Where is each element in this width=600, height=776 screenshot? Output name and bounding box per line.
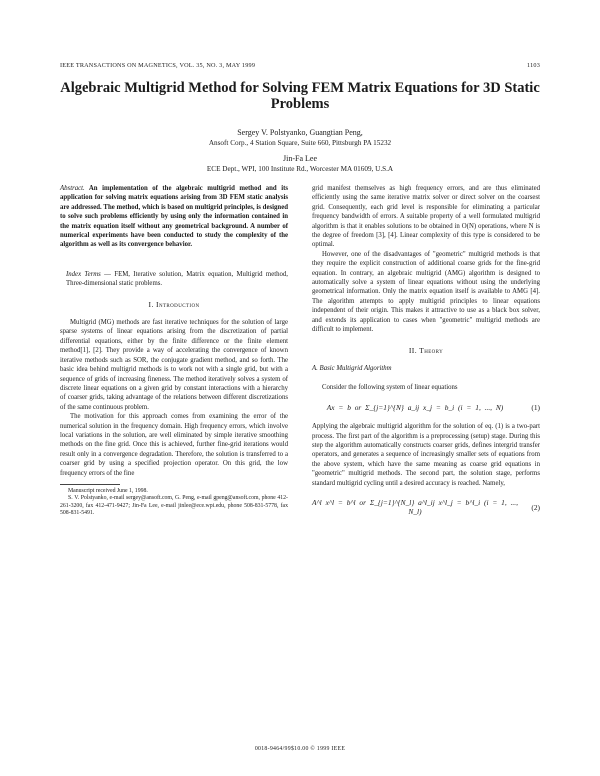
intro-paragraph-1: Multigrid (MG) methods are fast iterative techniques for the solution of large sparse systems of linear equations arising from the discretization of partial differential equations, either by the finite difference or the finite element method[1], [2]. They provide a way of accelerating the convergence of known iterative methods such as SOR, the conjugate gradient method, and so forth. The basic idea behind multigrid methods is to work not with a single grid, but with a sequence of grids of increasing fineness. The method iteratively solves a system of discrete linear equations on a given grid by constant interactions with a hierarchy of coarser grids, taking advantage of the relations between different discretizations of the same continuous problem. <box>60 319 288 411</box>
theory-intro: Consider the following system of linear equations <box>322 384 458 392</box>
footnote <box>60 488 288 518</box>
section-heading-introduction: I. Introduction <box>148 299 200 309</box>
equation-1 <box>312 403 540 412</box>
author-block <box>60 128 540 174</box>
abstract <box>60 184 288 250</box>
equation-2-number: (2) <box>531 502 540 512</box>
paper-title: Algebraic Multigrid Method for Solving FEM Matrix Equations for 3D Static Problems <box>60 80 540 112</box>
affiliation-1: Ansoft Corp., 4 Station Square, Suite 660, Pittsburgh PA 15232 <box>208 139 392 147</box>
index-terms-lead: Index Terms <box>66 270 101 278</box>
page-number: 1103 <box>527 62 540 69</box>
abstract-text: An implementation of the algebraic multigrid method and its application for solving matrix equations arising from 3D FEM static analysis are addressed. The method, which is based on multigrid principles, is designed to solve such problems efficiently by using only the information contained in the matrix equation itself without any geometrical background. A number of numerical experiments have been conducted to study the complexity of the algorithm as well as its convergence behavior. <box>60 185 289 249</box>
left-column <box>60 184 288 518</box>
section-heading-theory: II. Theory <box>408 345 444 355</box>
equation-2 <box>312 498 540 517</box>
right-column <box>312 184 540 527</box>
subsection-heading: A. Basic Multigrid Algorithm <box>312 364 392 372</box>
running-head <box>60 62 540 69</box>
equation-1-body: Ax = b or Σ_{j=1}^{N} a_ij x_j = b_i (i = 1, ..., N) <box>326 402 504 412</box>
affiliation-2: ECE Dept., WPI, 100 Institute Rd., Worcester MA 01609, U.S.A <box>206 165 394 173</box>
index-terms <box>60 270 288 289</box>
footnote-rule <box>60 484 120 485</box>
author-names-1: Sergey V. Polstyanko, Guangtian Peng, <box>237 128 363 137</box>
footnote-received: Manuscript received June 1, 1998. <box>68 487 148 494</box>
index-terms-text: — FEM, Iterative solution, Matrix equation, Multigrid method, Three-dimensional static problems. <box>66 270 288 288</box>
abstract-lead: Abstract. <box>60 185 85 192</box>
intro-paragraph-2: The motivation for this approach comes from examining the error of the numerical solution in the frequency domain. High frequency errors, which involve local variations in the solution, are well eliminated by simple iterative smoothing methods on the fine grid. Once this is achieved, further fine-grid iterations would result only in a convergence degradation. Therefore, the solution is transferred to a coarser grid by using a specified projection operator. On this grid, the low frequency errors of the fine <box>60 413 288 477</box>
equation-2-body: A^l x^l = b^l or Σ_{j=1}^{N_l} a^l_ij x^l_j = b^l_i (i = 1, ..., N_l) <box>312 497 518 517</box>
copyright-code: 0018-9464/99$10.00 © 1999 IEEE <box>254 746 346 752</box>
footnote-contacts: S. V. Polstyanko, e-mail sergey@ansoft.com, G. Peng, e-mail gpeng@ansoft.com, phone 412-261-3200, fax 412-471-9427; Jin-Fa Lee, e-mail jinlee@ece.wpi.edu, phone 508-831-5778, fax 508-831-5491. <box>60 495 288 517</box>
right-paragraph-2: However, one of the disadvantages of "geometric" multigrid methods is that they require the explicit construction of additional coarse grids for the fine-grid equation. In contrary, an algebraic multigrid (AMG) algorithm is designed to automatically solve a system of linear equations without using the underlying geometrical information. Only the matrix equation itself is available to AMG [4]. The algorithm attempts to apply multigrid principles to linear equations independent of their origin. This makes it attractive to use as a black box solver, and extends its application to cases when "geometric" multigrid methods are difficult to implement. <box>312 250 540 334</box>
theory-paragraph: Applying the algebraic multigrid algorithm for the solution of eq. (1) is a two-part process. The first part of the algorithm is a preprocessing (setup) stage. During this step the algorithm automatically constructs coarser grids, defines intergrid transfer operators, and generates a sequence of increasingly smaller sets of equations from the above system, which have the same meaning as coarse grid equations in "geometric" multigrid methods. The second part, the solution stage, performs standard multigrid cycling until a desired accuracy is reached. Namely, <box>312 423 540 487</box>
author-names-2: Jin-Fa Lee <box>283 154 317 163</box>
journal-name: IEEE TRANSACTIONS ON MAGNETICS, VOL. 35, NO. 3, MAY 1999 <box>60 62 256 69</box>
equation-1-number: (1) <box>531 402 540 412</box>
right-paragraph-1: grid manifest themselves as high frequency errors, and are thus eliminated efficiently using the same iterative matrix solver or direct solver on the coarsest grid. Consequently, each grid level is responsible for eliminating a particular frequency bandwidth of errors. A suitable property of a well formulated multigrid algorithm is that it enables solutions to be obtained in O(N) operations, where N is the degree of freedom [3], [4]. Linear complexity of this type is considered to be optimal. <box>312 185 540 249</box>
